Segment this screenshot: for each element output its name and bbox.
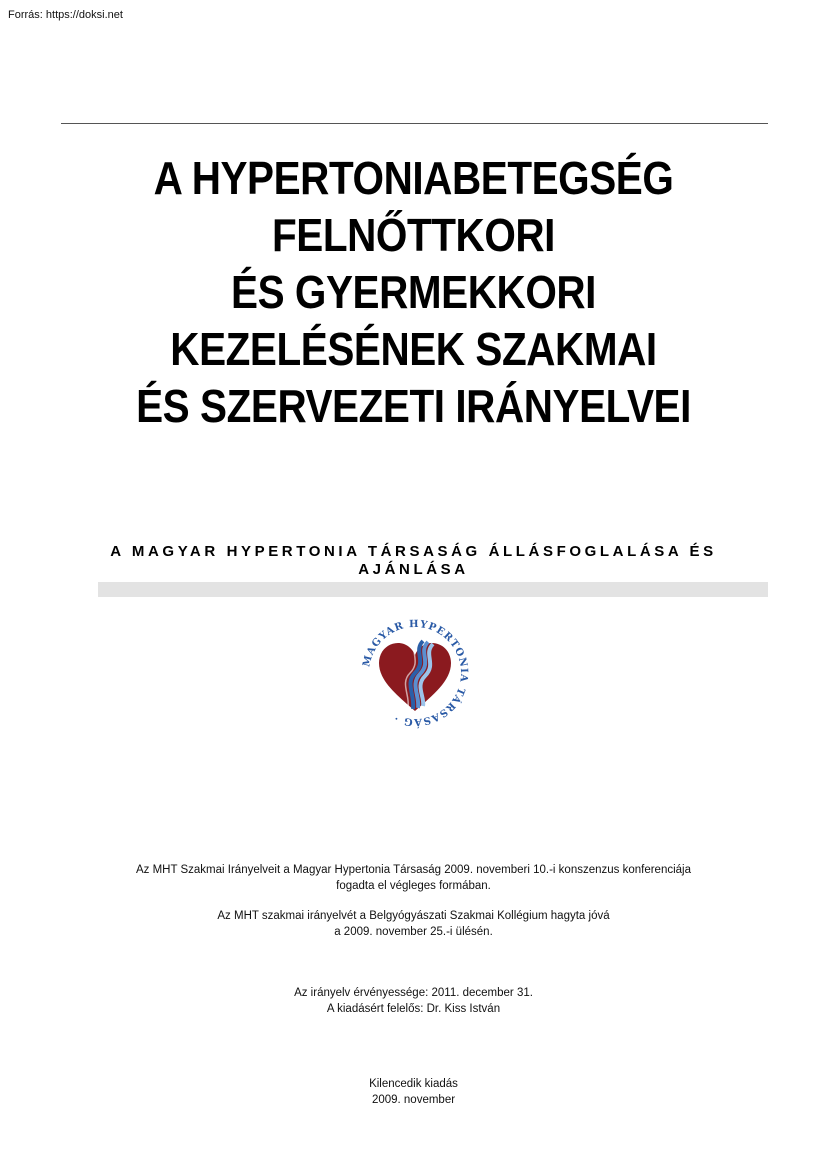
note-line: Az MHT Szakmai Irányelveit a Magyar Hypertonia Társaság 2009. novemberi 10.-i konszenzus konferenciája (135, 864, 692, 876)
edition-number: Kilencedik kiadás (369, 1078, 458, 1090)
edition-info (0, 1076, 827, 1108)
note-line: Az MHT szakmai irányelvét a Belgyógyászati Szakmai Kollégium hagyta jóvá (217, 910, 610, 922)
validity-date: Az irányelv érvényessége: 2011. december 31. (294, 987, 533, 999)
top-divider (61, 123, 768, 124)
svg-text:MAGYAR HYPERTONIA TÁRSASÁG ·: MAGYAR HYPERTONIA TÁRSASÁG · (361, 618, 470, 728)
title-line-5: ÉS SZERVEZETI IRÁNYELVEI (136, 380, 691, 432)
note-line: a 2009. november 25.-i ülésén. (334, 926, 493, 938)
subtitle-underline-bar (98, 582, 768, 597)
subtitle-line-1: A MAGYAR HYPERTONIA TÁRSASÁG ÁLLÁSFOGLALÁSA ÉS (110, 543, 717, 560)
validity-and-publisher (0, 985, 827, 1017)
document-subtitle (60, 543, 767, 579)
title-line-2: FELNŐTTKORI (271, 209, 555, 261)
subtitle-line-2: AJÁNLÁSA (358, 561, 469, 578)
edition-date: 2009. november (371, 1094, 456, 1106)
approval-note-college (0, 908, 827, 940)
source-attribution: Forrás: https://doksi.net (8, 9, 123, 21)
publisher-responsible: A kiadásért felelős: Dr. Kiss István (326, 1003, 501, 1015)
title-line-4: KEZELÉSÉNEK SZAKMAI (170, 323, 657, 375)
heart-waves-logo-icon (357, 615, 473, 731)
note-line: fogadta el végleges formában. (336, 880, 491, 892)
title-line-3: ÉS GYERMEKKORI (231, 266, 596, 318)
title-line-1: A HYPERTONIABETEGSÉG (153, 152, 674, 204)
mht-logo (357, 615, 473, 731)
approval-note-conference (0, 862, 827, 894)
document-title (0, 150, 827, 435)
